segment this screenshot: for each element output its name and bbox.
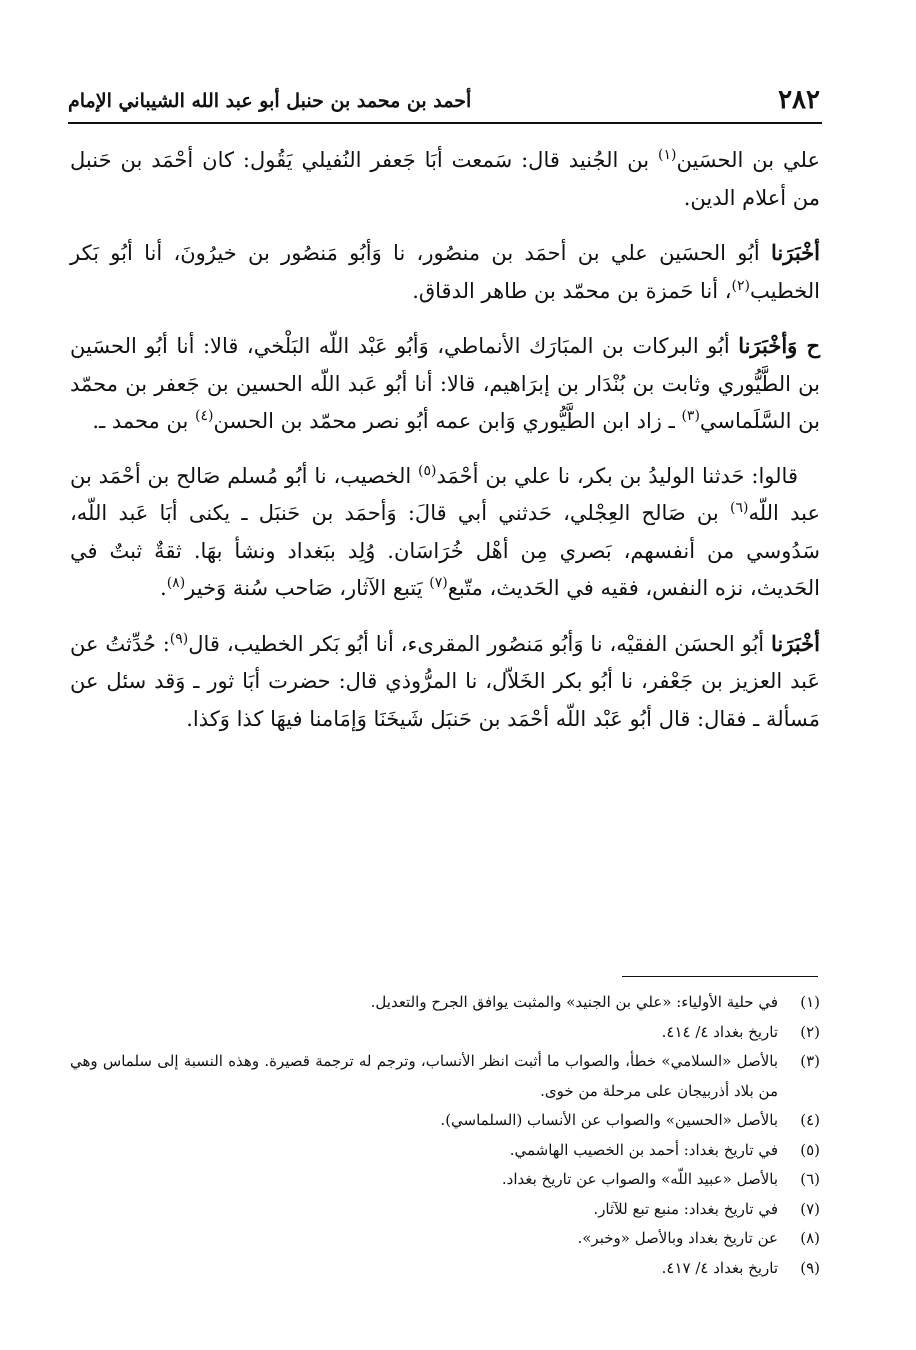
paragraph-text: بن الجُنيد قال: سَمعت أبَا جَعفر النُفيلي يَقُول: كان أحْمَد بن حَنبل من أعلام الدين. — [70, 148, 820, 210]
footnote-item — [70, 1165, 820, 1195]
paragraph-lead-word: ح وَأخْبَرَنا — [738, 333, 820, 358]
footnote-text: تاريخ بغداد ٤/ ٤١٧. — [661, 1258, 778, 1277]
footnote-text: في حلية الأولياء: «علي بن الجنيد» والمثبت يوافق الجرح والتعديل. — [370, 993, 778, 1011]
footnote-number: (٩) — [800, 1258, 820, 1277]
footnote-number: (٦) — [800, 1170, 820, 1188]
paragraph-text: أبُو الحسَن الفقيْه، نا وَأبُو مَنصُور المقرىء، أنا أبُو بَكر الخطيب، قال — [188, 631, 771, 656]
paragraph-text: الخصيب، نا أبُو مُسلم صَالح بن أحْمَد بن عبد اللّه — [70, 463, 820, 525]
paragraph-text: أبُو البركات بن المبَارَك الأنماطي، وَأبُو عَبْد اللّه البَلْخي، قالا: أنا أبُو الحسَين بن الطَّيُّوري وثابت بن بُنْدَار بن إبرَاهيم، قالا: أنا أبُو عَبد اللّه الحسين بن جَعفر بن محمّد بن السَّلَماسي — [70, 334, 820, 433]
paragraph-text: ـ زاد ابن الطَّيُّوري وَابن عمه أبُو نصر محمّد بن الحسن — [213, 409, 682, 433]
paragraph-lead-word: أخْبَرَنا — [771, 240, 820, 265]
footnote-text: عن تاريخ بغداد وبالأصل «وخبر». — [577, 1229, 778, 1247]
paragraph-text: . — [160, 576, 167, 600]
running-title: أحمد بن محمد بن حنبل أبو عبد الله الشيباني الإمام — [68, 90, 472, 112]
footnote-separator — [622, 976, 818, 977]
footnote-reference: (٤) — [194, 408, 214, 424]
footnote-item — [70, 1047, 820, 1106]
paragraph-text: يَتبع الآثار، صَاحب سُنة وَخير — [185, 576, 430, 600]
paragraph-text: بن صَالح العِجْلي، حَدثني أبي قالَ: وَأحمَد بن حَنبَل ـ يكنى أبَا عَبد اللّه، سَدُوسي من أنفسهم، بَصري مِن أهْل خُرَاسَان. وُلِد ببَغداد ونشأ بهَا. ثقةٌ ثبتٌ في الحَديث، نزه النفس، فقيه في الحَديث، متّبع — [70, 501, 820, 600]
footnote-reference: (٩) — [169, 630, 189, 647]
paragraph-text: : حُدِّثتُ عن عَبد العزيز بن جَعْفر، نا أبُو بكر الخَلاّل، نا المرُّوذي قال: حضرت أبَا ثور ـ وَقد سئل عن مَسألة ـ فقال: قال أبُو عَبْد اللّه أحْمَد بن حَنبَل شَيخَنَا وَإمَامنا فيهَا كذا وَكذا. — [70, 631, 820, 731]
footnote-text: بالأصل «الحسين» والصواب عن الأنساب (السلماسي). — [440, 1111, 778, 1129]
footnote-reference: (٨) — [166, 575, 186, 591]
footnote-text: بالأصل «عبيد اللّه» والصواب عن تاريخ بغداد. — [501, 1170, 778, 1188]
footnote-number: (٧) — [800, 1199, 820, 1218]
paragraph-text: ، أنا حَمزة بن محمّد بن طاهر الدقاق. — [412, 278, 732, 303]
footnote-number: (٢) — [800, 1022, 820, 1041]
footnote-item — [70, 1224, 820, 1254]
body-paragraph — [70, 327, 820, 441]
footnote-text: بالأصل «السلامي» خطأ، والصواب ما أثبت انظر الأنساب، وترجم له ترجمة قصيرة. وهذه النسبة إلى سلماس وهي من بلاد أذربيجان على مرحلة من خوى. — [70, 1052, 778, 1100]
footnote-item — [70, 1136, 820, 1166]
page-header — [68, 82, 822, 124]
footnote-item — [70, 1195, 820, 1225]
footnote-reference: (٢) — [731, 277, 751, 294]
footnote-item — [70, 1018, 820, 1048]
body-paragraph — [70, 458, 820, 608]
footnote-item — [70, 1106, 820, 1136]
footnote-item — [70, 988, 820, 1018]
footnotes-list — [70, 988, 820, 1283]
footnote-reference: (١) — [658, 147, 677, 163]
body-paragraph — [70, 625, 820, 739]
footnote-number: (٣) — [800, 1052, 820, 1070]
body-paragraph — [70, 142, 820, 217]
footnote-text: في تاريخ بغداد: منبع تبع للآثار. — [593, 1199, 778, 1218]
main-text — [70, 142, 820, 755]
footnote-number: (١) — [800, 993, 820, 1011]
paragraph-lead-word: أخْبَرَنا — [771, 630, 820, 656]
paragraph-text: أبُو الحسَين علي بن أحمَد بن منصُور، نا وَأبُو مَنصُور بن خيرُونَ، أنا أبُو بَكر الخطيب — [70, 241, 820, 303]
footnote-reference: (٧) — [429, 575, 448, 591]
page-number: ٢٨٢ — [778, 85, 820, 115]
footnote-number: (٨) — [800, 1229, 820, 1247]
footnote-text: تاريخ بغداد ٤/ ٤١٤. — [661, 1022, 778, 1041]
footnote-number: (٤) — [800, 1111, 820, 1129]
footnote-number: (٥) — [800, 1140, 820, 1159]
footnote-item — [70, 1254, 820, 1284]
paragraph-text: بن محمد ـ. — [92, 409, 195, 433]
paragraph-text: علي بن الحسَين — [676, 148, 820, 172]
paragraph-text: قالوا: حَدثنا الوليدُ بن بكر، نا علي بن أحْمَد — [436, 463, 798, 488]
body-paragraph — [70, 234, 820, 310]
footnote-reference: (٦) — [729, 500, 749, 516]
footnote-reference: (٥) — [418, 462, 437, 479]
footnote-text: في تاريخ بغداد: أحمد بن الخصيب الهاشمي. — [509, 1140, 778, 1159]
footnote-reference: (٣) — [681, 408, 700, 424]
